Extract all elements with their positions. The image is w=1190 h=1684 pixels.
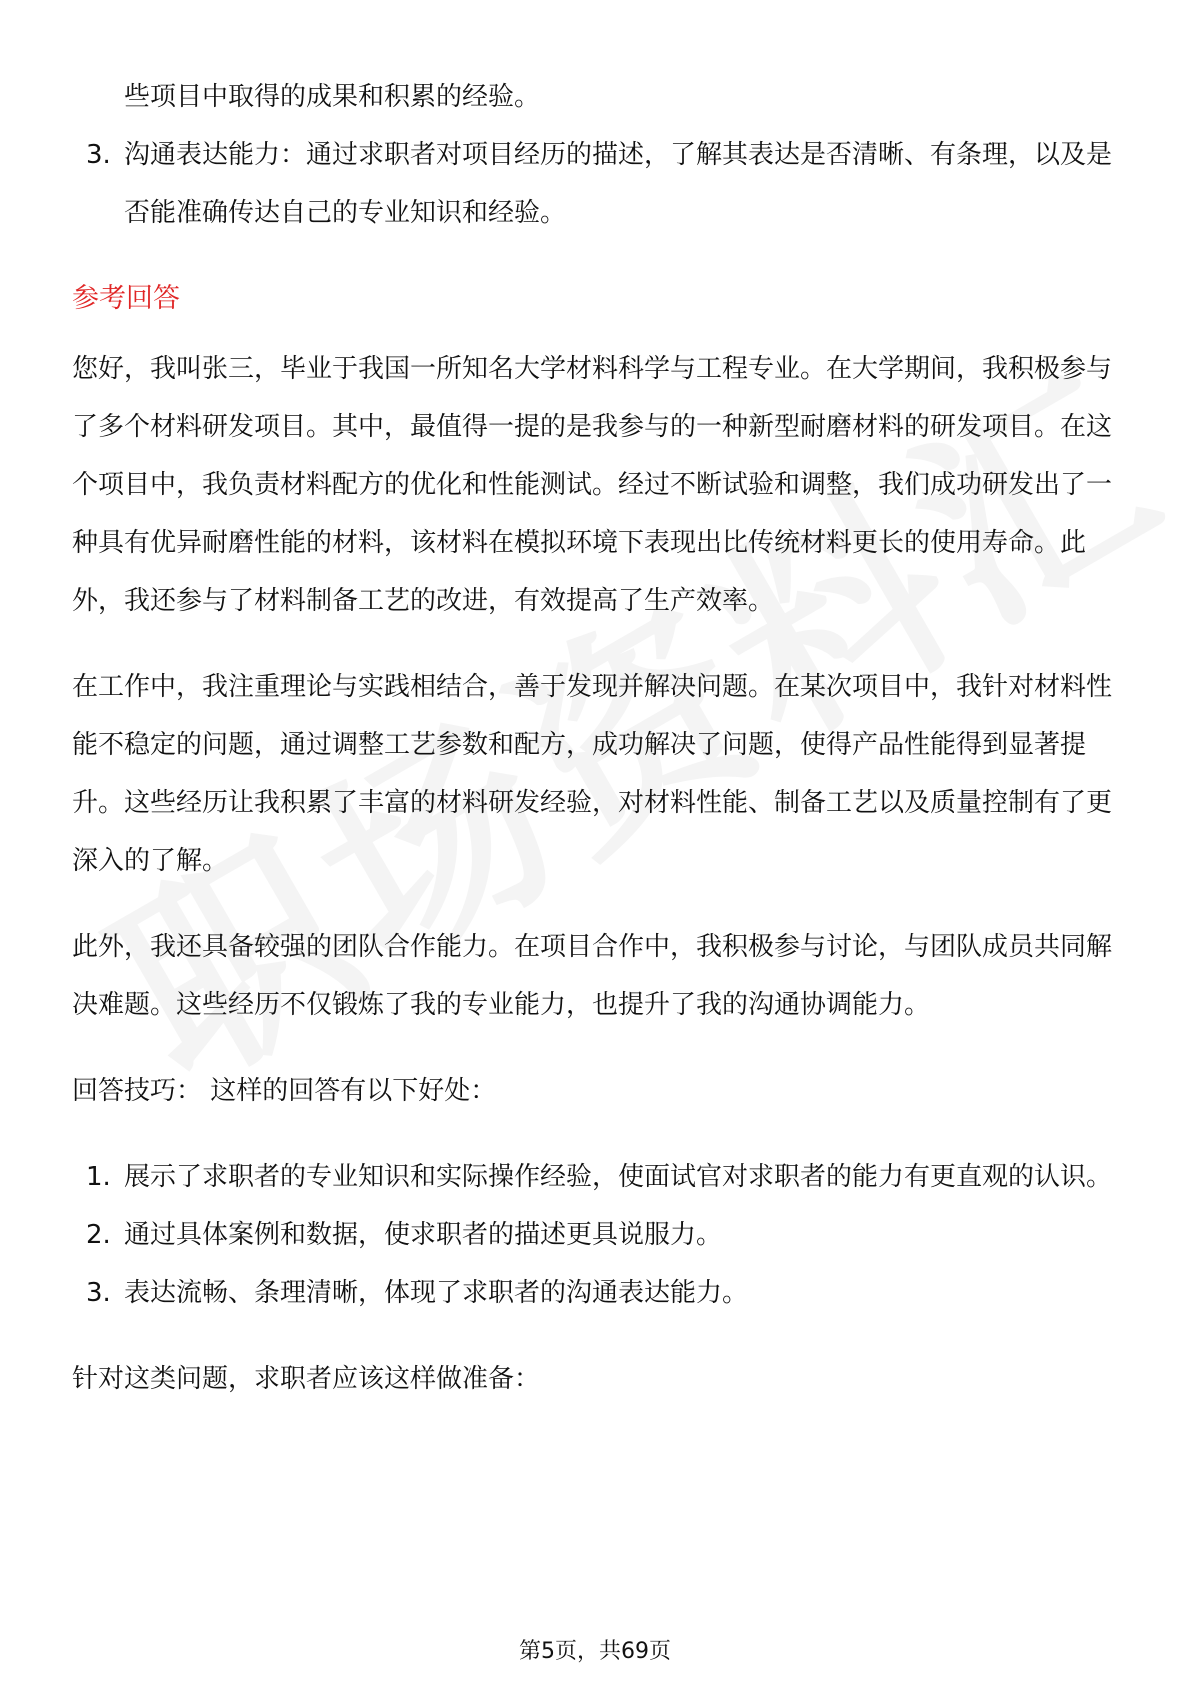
page-number-footer: 第5页，共69页 bbox=[519, 1639, 671, 1664]
tips-title: 回答技巧： 这样的回答有以下好处： bbox=[72, 1076, 497, 1106]
section-heading: 参考回答 bbox=[72, 283, 180, 314]
tips-list bbox=[72, 1148, 1120, 1322]
list-item bbox=[72, 68, 1120, 126]
list-item bbox=[72, 126, 1120, 242]
page-content bbox=[72, 68, 1120, 1408]
list-number: 3. bbox=[86, 140, 111, 170]
list-text: 些项目中取得的成果和积累的经验。 bbox=[124, 82, 541, 112]
list-item bbox=[72, 1206, 1120, 1264]
list-text: 展示了求职者的专业知识和实际操作经验，使面试官对求职者的能力有更直观的认识。 bbox=[124, 1162, 1113, 1192]
list-number: 1. bbox=[86, 1162, 111, 1192]
top-list bbox=[72, 68, 1120, 242]
list-text: 通过具体案例和数据，使求职者的描述更具说服力。 bbox=[124, 1220, 723, 1250]
answer-paragraph: 此外，我还具备较强的团队合作能力。在项目合作中，我积极参与讨论，与团队成员共同解决难题。这些经历不仅锻炼了我的专业能力，也提升了我的沟通协调能力。 bbox=[72, 932, 1113, 1020]
prep-title: 针对这类问题，求职者应该这样做准备： bbox=[72, 1364, 541, 1394]
answer-paragraph: 您好，我叫张三，毕业于我国一所知名大学材料科学与工程专业。在大学期间，我积极参与了多个材料研发项目。其中，最值得一提的是我参与的一种新型耐磨材料的研发项目。在这个项目中，我负责材料配方的优化和性能测试。经过不断试验和调整，我们成功研发出了一种具有优异耐磨性能的材料，该材料在模拟环境下表现出比传统材料更长的使用寿命。此外，我还参与了材料制备工艺的改进，有效提高了生产效率。 bbox=[72, 354, 1113, 616]
list-text: 沟通表达能力：通过求职者对项目经历的描述，了解其表达是否清晰、有条理，以及是否能准确传达自己的专业知识和经验。 bbox=[124, 140, 1113, 228]
list-number: 3. bbox=[86, 1278, 111, 1308]
list-text: 表达流畅、条理清晰，体现了求职者的沟通表达能力。 bbox=[124, 1278, 749, 1308]
answer-paragraph: 在工作中，我注重理论与实践相结合，善于发现并解决问题。在某次项目中，我针对材料性能不稳定的问题，通过调整工艺参数和配方，成功解决了问题，使得产品性能得到显著提升。这些经历让我积累了丰富的材料研发经验，对材料性能、制备工艺以及质量控制有了更深入的了解。 bbox=[72, 672, 1113, 876]
list-number: 2. bbox=[86, 1220, 111, 1250]
list-item bbox=[72, 1264, 1120, 1322]
list-item bbox=[72, 1148, 1120, 1206]
